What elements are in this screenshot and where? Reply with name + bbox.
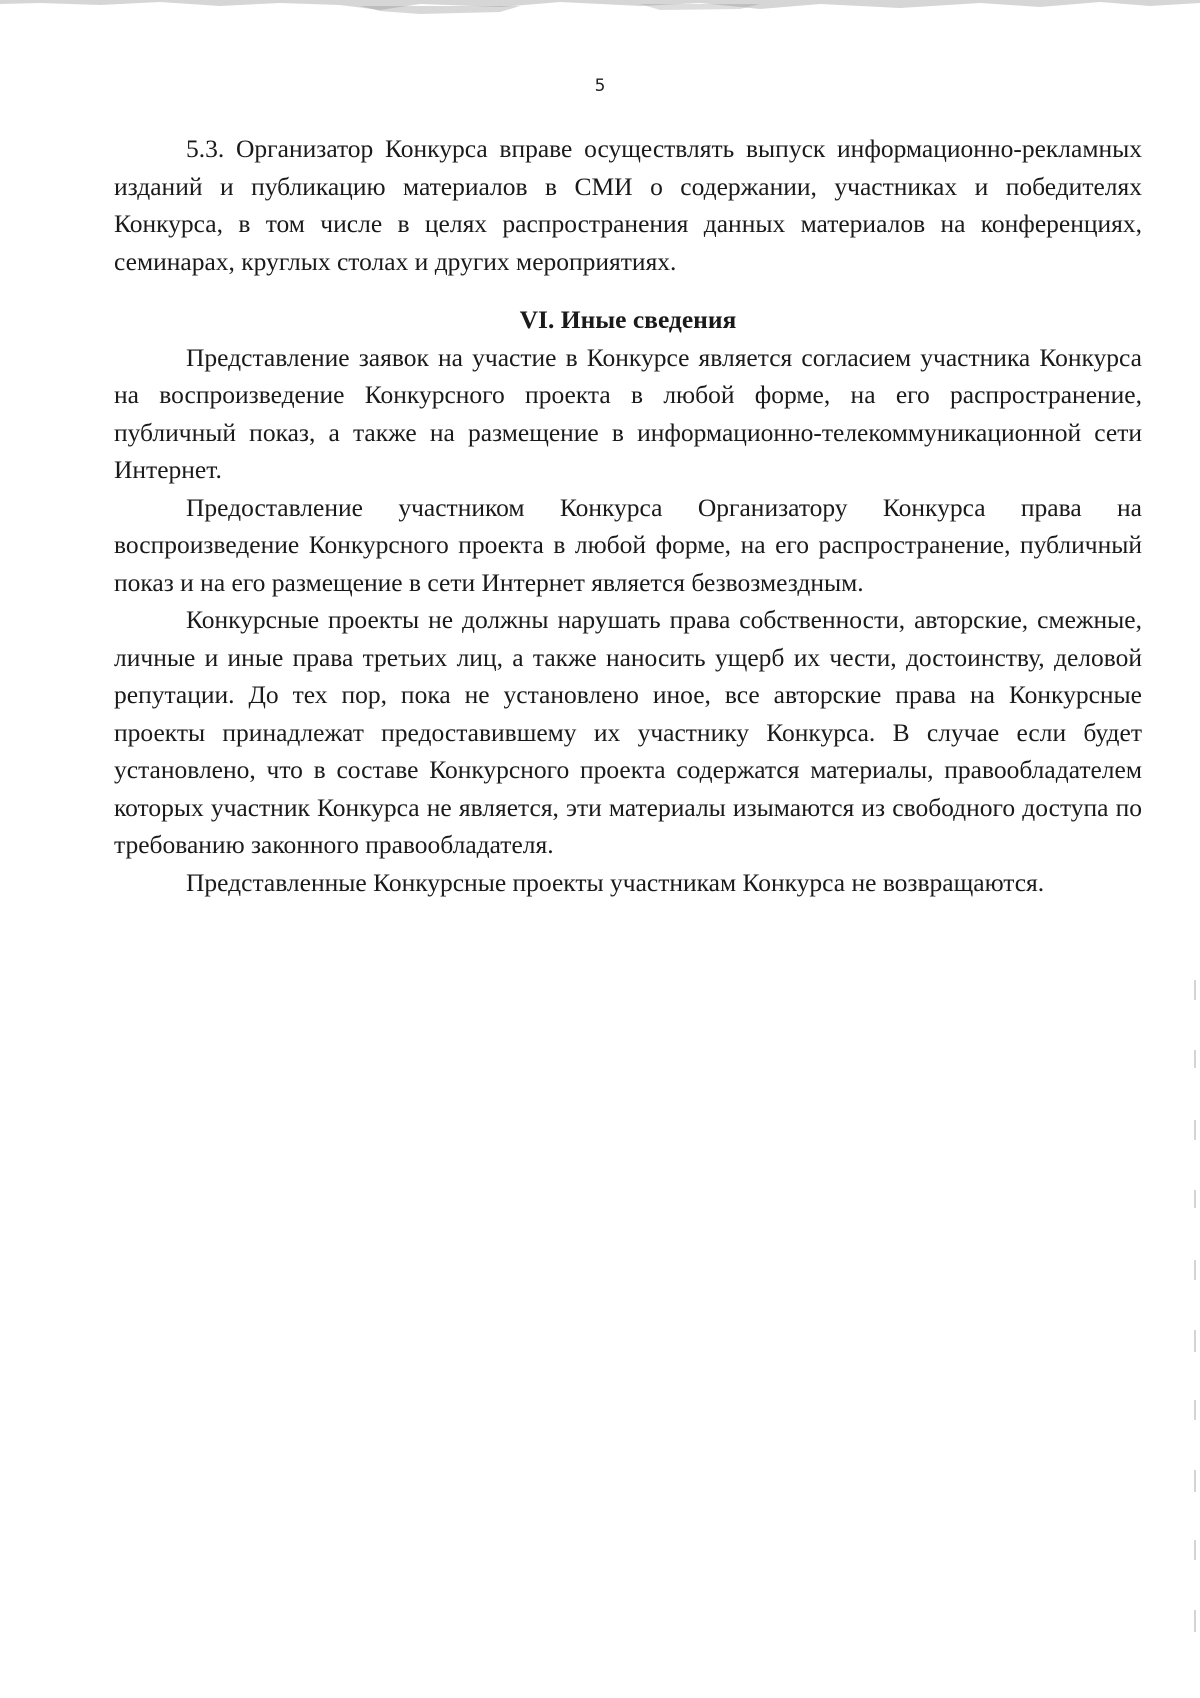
section-6-paragraph-3: Конкурсные проекты не должны нарушать права собственности, авторские, смежные, личные и иные права третьих лиц, а также наносить ущерб их чести, достоинству, деловой репутации. До тех пор, пока не установлено иное, все авторские права на Конкурсные проекты принадлежат предоставившему их участнику Конкурса. В случае если будет установлено, что в составе Конкурсного проекта содержатся материалы, правообладателем которых участник Конкурса не является, эти материалы изымаются из свободного доступа по требованию законного правообладателя. (114, 605, 1142, 859)
scan-edge-right (1186, 0, 1200, 1698)
section-6-paragraph-1: Представление заявок на участие в Конкурсе является согласием участника Конкурса на воспроизведение Конкурсного проекта в любой форме, на его распространение, публичный показ, а также на размещение в информационно-телекоммуникационной сети Интернет. (114, 342, 1142, 484)
page-number: 5 (594, 76, 606, 96)
section-6-heading: VI. Иные сведения (519, 305, 737, 334)
document-body (114, 130, 1142, 901)
clause-5-3: 5.3. Организатор Конкурса вправе осуществлять выпуск информационно-рекламных изданий и публикацию материалов в СМИ о содержании, участниках и победителях Конкурса, в том числе в целях распространения данных материалов на конференциях, семинарах, круглых столах и других мероприятиях. (114, 134, 1142, 276)
section-6-paragraph-2: Предоставление участником Конкурса Организатору Конкурса права на воспроизведение Конкурсного проекта в любой форме, на его распространение, публичный показ и на его размещение в сети Интернет является безвозмездным. (114, 492, 1142, 597)
scan-edge-top (0, 0, 1200, 20)
section-6-paragraph-4: Представленные Конкурсные проекты участникам Конкурса не возвращаются. (186, 867, 1045, 897)
